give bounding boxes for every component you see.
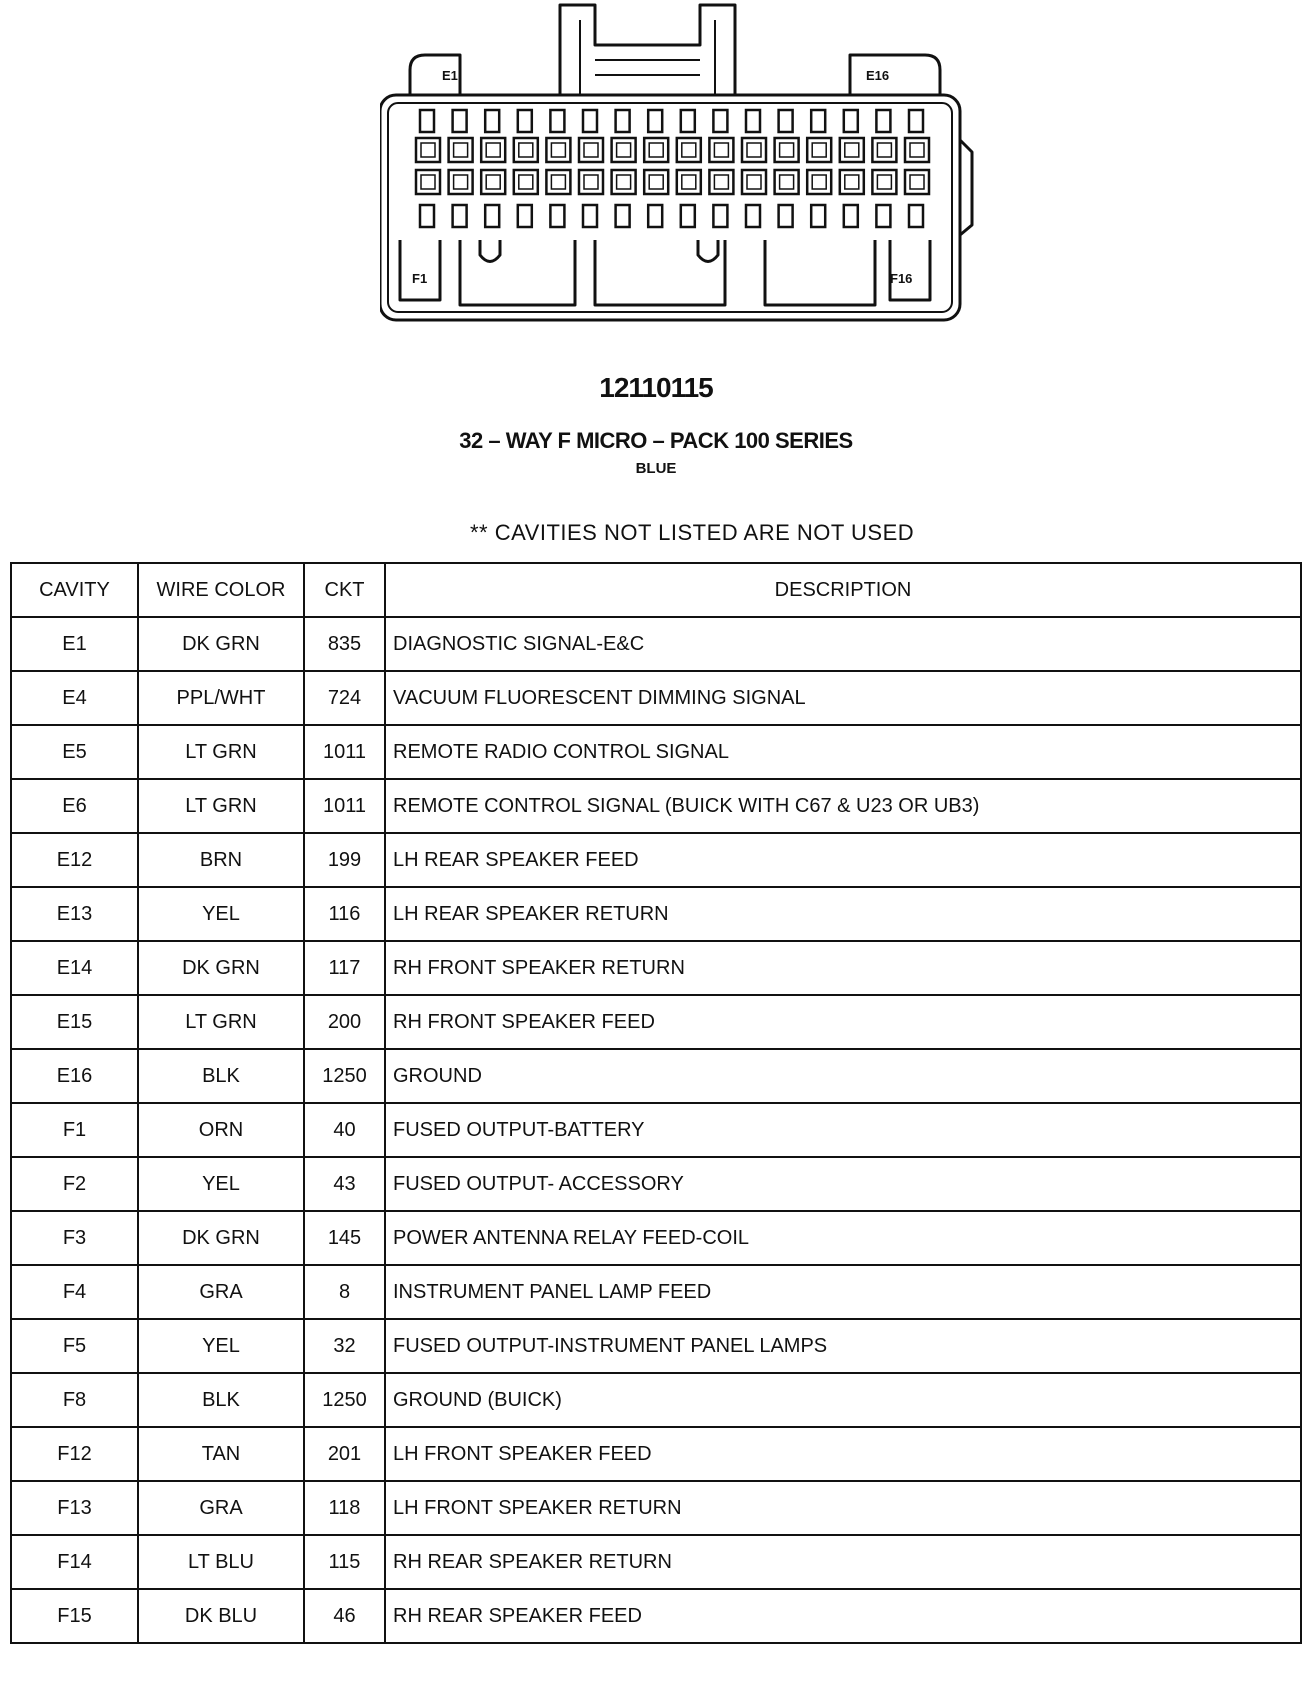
cell-description: INSTRUMENT PANEL LAMP FEED bbox=[385, 1265, 1301, 1319]
cell-cavity: E12 bbox=[11, 833, 138, 887]
cell-description: FUSED OUTPUT-BATTERY bbox=[385, 1103, 1301, 1157]
cavity bbox=[807, 138, 831, 162]
right-ear bbox=[960, 140, 972, 235]
cell-wire-color: ORN bbox=[138, 1103, 304, 1157]
bottom-key-center bbox=[595, 240, 725, 305]
cell-ckt: 118 bbox=[304, 1481, 385, 1535]
cavity bbox=[681, 205, 695, 227]
cavity bbox=[612, 170, 636, 194]
cavity bbox=[584, 175, 598, 189]
table-row bbox=[11, 617, 1301, 671]
cavity bbox=[709, 138, 733, 162]
cell-wire-color: PPL/WHT bbox=[138, 671, 304, 725]
pinout-table bbox=[10, 562, 1302, 1644]
cavity bbox=[584, 143, 598, 157]
polarize-notch-left bbox=[480, 240, 500, 262]
table-row bbox=[11, 1049, 1301, 1103]
cavity bbox=[519, 143, 533, 157]
cavity bbox=[840, 138, 864, 162]
cell-description: LH REAR SPEAKER FEED bbox=[385, 833, 1301, 887]
cavity bbox=[677, 138, 701, 162]
cell-ckt: 1250 bbox=[304, 1373, 385, 1427]
table-row bbox=[11, 1103, 1301, 1157]
cavity bbox=[416, 170, 440, 194]
header-cavity: CAVITY bbox=[11, 563, 138, 617]
cavity bbox=[775, 138, 799, 162]
cell-ckt: 8 bbox=[304, 1265, 385, 1319]
cavity bbox=[416, 138, 440, 162]
cavity bbox=[485, 110, 499, 132]
cavity bbox=[681, 110, 695, 132]
cell-description: POWER ANTENNA RELAY FEED-COIL bbox=[385, 1211, 1301, 1265]
cavity bbox=[648, 110, 662, 132]
cell-wire-color: LT GRN bbox=[138, 725, 304, 779]
cavity bbox=[454, 175, 468, 189]
cell-ckt: 724 bbox=[304, 671, 385, 725]
cavity bbox=[644, 170, 668, 194]
cavity bbox=[617, 143, 631, 157]
cell-ckt: 835 bbox=[304, 617, 385, 671]
table-row bbox=[11, 1157, 1301, 1211]
cavity bbox=[910, 175, 924, 189]
cavity bbox=[583, 110, 597, 132]
cavity bbox=[844, 110, 858, 132]
cavity-grid bbox=[416, 110, 929, 227]
cell-cavity: F12 bbox=[11, 1427, 138, 1481]
table-row bbox=[11, 1427, 1301, 1481]
cavity bbox=[709, 170, 733, 194]
cavity bbox=[779, 110, 793, 132]
cavity bbox=[420, 110, 434, 132]
cell-cavity: E13 bbox=[11, 887, 138, 941]
cell-description: REMOTE RADIO CONTROL SIGNAL bbox=[385, 725, 1301, 779]
cell-wire-color: YEL bbox=[138, 1157, 304, 1211]
cell-wire-color: LT GRN bbox=[138, 779, 304, 833]
cavity bbox=[746, 110, 760, 132]
cavity bbox=[779, 205, 793, 227]
cavity bbox=[807, 170, 831, 194]
cavity bbox=[550, 205, 564, 227]
cavity bbox=[876, 205, 890, 227]
cavity bbox=[780, 175, 794, 189]
cell-description: RH FRONT SPEAKER RETURN bbox=[385, 941, 1301, 995]
connector-housing-inner bbox=[388, 103, 952, 312]
table-row bbox=[11, 671, 1301, 725]
cell-cavity: E1 bbox=[11, 617, 138, 671]
bottom-key-right bbox=[765, 240, 875, 305]
cell-cavity: F13 bbox=[11, 1481, 138, 1535]
cell-description: FUSED OUTPUT- ACCESSORY bbox=[385, 1157, 1301, 1211]
cavity bbox=[550, 110, 564, 132]
cavity bbox=[713, 205, 727, 227]
label-f16: F16 bbox=[890, 271, 913, 286]
table-row bbox=[11, 1211, 1301, 1265]
cell-wire-color: LT BLU bbox=[138, 1535, 304, 1589]
cell-ckt: 46 bbox=[304, 1589, 385, 1643]
cell-wire-color: DK GRN bbox=[138, 941, 304, 995]
cavity bbox=[909, 110, 923, 132]
cavity bbox=[616, 205, 630, 227]
cell-ckt: 201 bbox=[304, 1427, 385, 1481]
header-description: DESCRIPTION bbox=[385, 563, 1301, 617]
cavity bbox=[648, 205, 662, 227]
cell-cavity: E16 bbox=[11, 1049, 138, 1103]
cell-description: LH REAR SPEAKER RETURN bbox=[385, 887, 1301, 941]
cavity bbox=[905, 138, 929, 162]
connector-drawing bbox=[380, 0, 1040, 352]
cavity bbox=[845, 175, 859, 189]
table-row bbox=[11, 941, 1301, 995]
bottom-left-lock bbox=[400, 240, 440, 300]
cell-description: LH FRONT SPEAKER RETURN bbox=[385, 1481, 1301, 1535]
cell-cavity: E4 bbox=[11, 671, 138, 725]
polarize-notch-right bbox=[698, 240, 718, 262]
table-row bbox=[11, 833, 1301, 887]
cavity bbox=[746, 205, 760, 227]
cell-wire-color: YEL bbox=[138, 1319, 304, 1373]
cell-wire-color: GRA bbox=[138, 1265, 304, 1319]
cell-ckt: 199 bbox=[304, 833, 385, 887]
cell-description: RH REAR SPEAKER FEED bbox=[385, 1589, 1301, 1643]
table-header-row bbox=[11, 563, 1301, 617]
header-wire-color: WIRE COLOR bbox=[138, 563, 304, 617]
cell-ckt: 145 bbox=[304, 1211, 385, 1265]
cavity bbox=[812, 143, 826, 157]
cavity bbox=[876, 110, 890, 132]
cavity bbox=[546, 170, 570, 194]
cavity bbox=[780, 143, 794, 157]
label-e1: E1 bbox=[442, 68, 458, 83]
cavity bbox=[449, 170, 473, 194]
cavity bbox=[742, 170, 766, 194]
cell-description: RH FRONT SPEAKER FEED bbox=[385, 995, 1301, 1049]
cavity bbox=[420, 205, 434, 227]
cell-cavity: F2 bbox=[11, 1157, 138, 1211]
cavity bbox=[872, 170, 896, 194]
cell-ckt: 117 bbox=[304, 941, 385, 995]
cell-ckt: 200 bbox=[304, 995, 385, 1049]
label-e16: E16 bbox=[866, 68, 890, 83]
cell-ckt: 1011 bbox=[304, 725, 385, 779]
cell-ckt: 1011 bbox=[304, 779, 385, 833]
cavity bbox=[421, 143, 435, 157]
cavity bbox=[713, 110, 727, 132]
cell-description: GROUND bbox=[385, 1049, 1301, 1103]
cavity bbox=[811, 110, 825, 132]
cavity bbox=[811, 205, 825, 227]
table-row bbox=[11, 1319, 1301, 1373]
header-ckt: CKT bbox=[304, 563, 385, 617]
cell-description: VACUUM FLUORESCENT DIMMING SIGNAL bbox=[385, 671, 1301, 725]
cavity bbox=[877, 143, 891, 157]
cavity bbox=[714, 175, 728, 189]
table-row bbox=[11, 1373, 1301, 1427]
cavity bbox=[546, 138, 570, 162]
top-latch bbox=[560, 5, 735, 95]
table-row bbox=[11, 1589, 1301, 1643]
cell-description: DIAGNOSTIC SIGNAL-E&C bbox=[385, 617, 1301, 671]
cell-wire-color: DK GRN bbox=[138, 617, 304, 671]
connector-color: BLUE bbox=[635, 460, 677, 477]
cavity bbox=[514, 170, 538, 194]
cell-cavity: E14 bbox=[11, 941, 138, 995]
cavity bbox=[747, 143, 761, 157]
cell-wire-color: BRN bbox=[138, 833, 304, 887]
cell-cavity: F5 bbox=[11, 1319, 138, 1373]
cavity bbox=[579, 170, 603, 194]
cavity bbox=[579, 138, 603, 162]
cavity bbox=[812, 175, 826, 189]
cell-wire-color: GRA bbox=[138, 1481, 304, 1535]
cell-wire-color: TAN bbox=[138, 1427, 304, 1481]
cavity bbox=[617, 175, 631, 189]
cell-cavity: F14 bbox=[11, 1535, 138, 1589]
table-row bbox=[11, 887, 1301, 941]
cell-ckt: 1250 bbox=[304, 1049, 385, 1103]
cavity bbox=[551, 143, 565, 157]
cavity bbox=[519, 175, 533, 189]
cavity bbox=[714, 143, 728, 157]
part-number: 12110115 bbox=[599, 372, 713, 403]
cavity bbox=[775, 170, 799, 194]
cell-cavity: F15 bbox=[11, 1589, 138, 1643]
cavity bbox=[453, 205, 467, 227]
cell-ckt: 43 bbox=[304, 1157, 385, 1211]
cavity bbox=[612, 138, 636, 162]
cell-cavity: F1 bbox=[11, 1103, 138, 1157]
cell-cavity: E5 bbox=[11, 725, 138, 779]
cavity bbox=[909, 205, 923, 227]
cell-cavity: F3 bbox=[11, 1211, 138, 1265]
cavity bbox=[649, 143, 663, 157]
cavity bbox=[518, 110, 532, 132]
top-right-tab bbox=[850, 55, 940, 95]
cavity bbox=[486, 175, 500, 189]
cavity bbox=[905, 170, 929, 194]
bottom-key-left bbox=[460, 240, 575, 305]
cavity bbox=[518, 205, 532, 227]
cavity bbox=[649, 175, 663, 189]
cavity bbox=[682, 175, 696, 189]
cavity bbox=[481, 138, 505, 162]
cell-wire-color: YEL bbox=[138, 887, 304, 941]
cell-ckt: 32 bbox=[304, 1319, 385, 1373]
cavity bbox=[877, 175, 891, 189]
cell-cavity: F8 bbox=[11, 1373, 138, 1427]
cell-cavity: F4 bbox=[11, 1265, 138, 1319]
cell-wire-color: LT GRN bbox=[138, 995, 304, 1049]
table-row bbox=[11, 779, 1301, 833]
cavity bbox=[644, 138, 668, 162]
cell-cavity: E15 bbox=[11, 995, 138, 1049]
cell-ckt: 40 bbox=[304, 1103, 385, 1157]
cavity bbox=[747, 175, 761, 189]
cell-description: REMOTE CONTROL SIGNAL (BUICK WITH C67 & U23 OR UB3) bbox=[385, 779, 1301, 833]
cavity bbox=[840, 170, 864, 194]
cell-wire-color: BLK bbox=[138, 1373, 304, 1427]
cell-ckt: 115 bbox=[304, 1535, 385, 1589]
cavity bbox=[844, 205, 858, 227]
cavity bbox=[616, 110, 630, 132]
bottom-right-lock bbox=[890, 240, 930, 300]
cavity bbox=[449, 138, 473, 162]
cell-description: GROUND (BUICK) bbox=[385, 1373, 1301, 1427]
cell-wire-color: DK GRN bbox=[138, 1211, 304, 1265]
table-row bbox=[11, 725, 1301, 779]
cavity bbox=[486, 143, 500, 157]
cell-cavity: E6 bbox=[11, 779, 138, 833]
cell-description: LH FRONT SPEAKER FEED bbox=[385, 1427, 1301, 1481]
table-row bbox=[11, 995, 1301, 1049]
cavity bbox=[485, 205, 499, 227]
table-row bbox=[11, 1535, 1301, 1589]
cavity bbox=[481, 170, 505, 194]
connector-description: 32 – WAY F MICRO – PACK 100 SERIES bbox=[459, 428, 853, 453]
cavity bbox=[583, 205, 597, 227]
cell-ckt: 116 bbox=[304, 887, 385, 941]
label-f1: F1 bbox=[412, 271, 428, 286]
cavity bbox=[910, 143, 924, 157]
table-row bbox=[11, 1481, 1301, 1535]
cavity bbox=[421, 175, 435, 189]
cavity bbox=[454, 143, 468, 157]
cavity bbox=[514, 138, 538, 162]
cell-wire-color: BLK bbox=[138, 1049, 304, 1103]
cell-wire-color: DK BLU bbox=[138, 1589, 304, 1643]
cavity bbox=[845, 143, 859, 157]
unused-cavities-note: ** CAVITIES NOT LISTED ARE NOT USED bbox=[470, 520, 915, 545]
cell-description: FUSED OUTPUT-INSTRUMENT PANEL LAMPS bbox=[385, 1319, 1301, 1373]
cavity bbox=[742, 138, 766, 162]
cavity bbox=[453, 110, 467, 132]
table-row bbox=[11, 1265, 1301, 1319]
cell-description: RH REAR SPEAKER RETURN bbox=[385, 1535, 1301, 1589]
cavity bbox=[677, 170, 701, 194]
cavity bbox=[682, 143, 696, 157]
cavity bbox=[551, 175, 565, 189]
cavity bbox=[872, 138, 896, 162]
